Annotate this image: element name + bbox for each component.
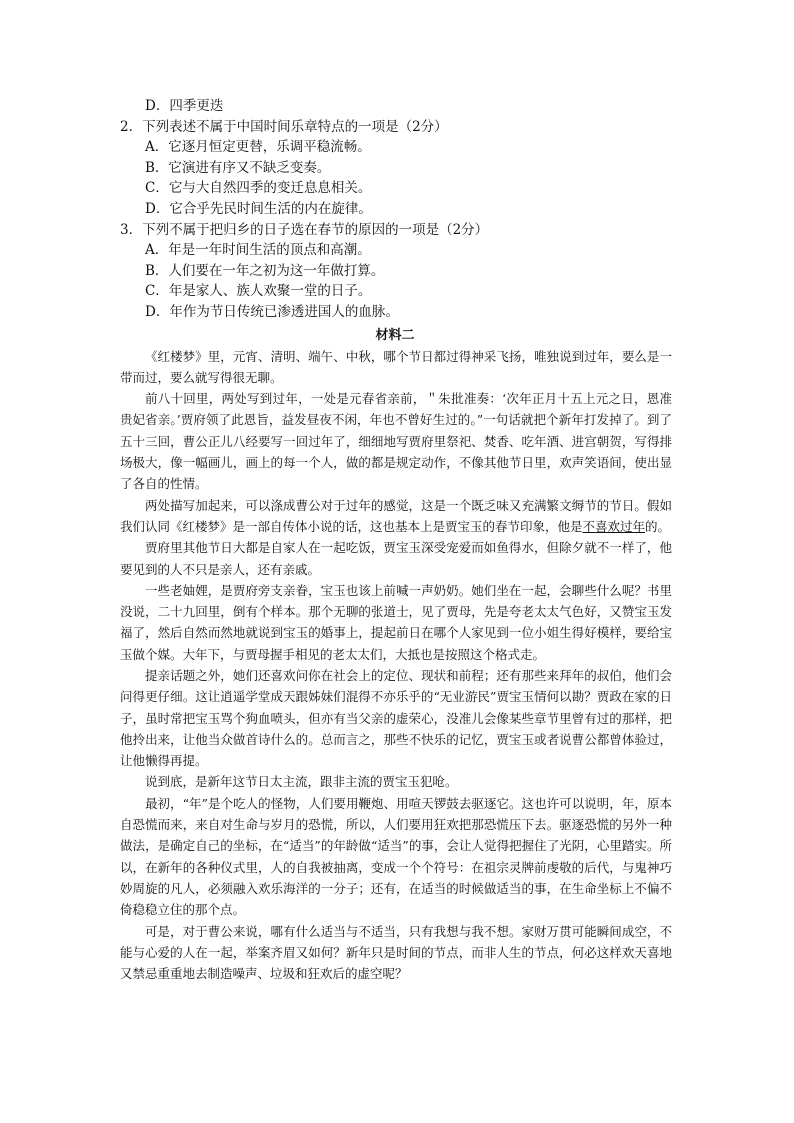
q1-option-d: D．四季更迭: [145, 98, 224, 114]
q2-option-c: C．它与大自然四季的变迁息息相关。: [145, 180, 372, 197]
paragraph-3-text-after: 的。: [645, 518, 671, 534]
q2-option-a: A．它逐月恒定更替，乐调平稳流畅。: [145, 139, 371, 156]
paragraph-5: 一些老妯娌，是贾府旁支亲眷，宝玉也该上前喊一声奶奶。她们坐在一起，会聊些什么呢？书里没说，二十九回里，倒有个样本。那个无聊的张道士，见了贾母，先是夸老太太气色好，又赞宝玉发福了，然后自然而然地就说到宝玉的婚事上，提起前日在哪个人家见到一位小姐生得好模样，要给宝玉做个媒。大年下，与贾母握手相见的老太太们，大抵也是按照这个格式走。: [120, 582, 672, 662]
material-heading: 材料二: [375, 327, 415, 343]
q3-option-a: A．年是一年时间生活的顶点和高潮。: [145, 242, 371, 259]
paragraph-9: 可是，对于曹公来说，哪有什么适当与不适当，只有我想与我不想。家财万贯可能瞬间成空，不能与心爱的人在一起，举案齐眉又如何？新年只是时间的节点，而非人生的节点，何必这样欢天喜地又禁忌重重地去制造噪声、垃圾和狂欢后的虚空呢？: [120, 923, 672, 982]
paragraph-6: 提亲话题之外，她们还喜欢问你在社会上的定位、现状和前程；还有那些来拜年的叔伯，他们会问得更仔细。这让逍遥学堂成天跟姊妹们混得不亦乐乎的“无业游民”贾宝玉情何以勘？贾政在家的日子，虽时常把宝玉骂个狗血喷头，但亦有当父亲的虚荣心，没准儿会像某些章节里曾有过的那样，把他拎出来，让他当众做首诗什么的。总而言之，那些不快乐的记忆，贾宝玉或者说曹公都曾体验过，让他懒得再提。: [120, 667, 672, 769]
paragraph-3-text-before: 两处描写加起来，可以涤成曹公对于过年的感觉，这是一个既乏味又充满繁文缛节的节日。假如我们认同《红楼梦》是一部自传体小说的话，这也基本上是贾宝玉的春节印象，他是: [120, 497, 672, 534]
paragraph-7: 说到底，是新年这节日太主流，跟非主流的贾宝玉犯呛。: [145, 774, 458, 790]
paragraph-1: 《红楼梦》里，元宵、清明、端午、中秋，哪个节日都过得神采飞扬，唯独说到过年，要么是一带而过，要么就写得很无聊。: [120, 348, 672, 385]
q2-option-b: B．它演进有序又不缺乏变奏。: [145, 159, 331, 176]
q3-option-c: C．年是家人、族人欢聚一堂的日子。: [145, 283, 372, 300]
q2-stem: 2．下列表述不属于中国时间乐章特点的一项是（2分）: [120, 118, 448, 135]
paragraph-4: 贾府里其他节日大都是自家人在一起吃饭，贾宝玉深受宠爱而如鱼得水，但除夕就不一样了，他要见到的人不只是亲人，还有亲戚。: [120, 540, 672, 577]
q2-option-d: D．它合乎先民时间生活的内在旋律。: [145, 200, 372, 217]
paragraph-8: 最初，“年”是个吃人的怪物，人们要用鞭炮、用喧天锣鼓去驱逐它。这也许可以说明，年，原本自恐慌而来，来自对生命与岁月的恐慌，所以，人们要用狂欢把那恐慌压下去。驱逐恐慌的另外一种做法，是确定自己的坐标，在“适当”的年龄做“适当”的事，会让人觉得把握住了光阴，心里踏实。所以，在新年的各种仪式里，人的自我被抽离，变成一个个符号：在祖宗灵牌前虔敬的后代，与鬼神巧妙周旋的凡人，必须融入欢乐海洋的一分子；还有，在适当的时候做适当的事，在生命坐标上不偏不倚稳稳立住的那个点。: [120, 795, 672, 918]
paragraph-2: 前八十回里，两处写到过年，一处是元春省亲前，＂朱批准奏：‘次年正月十五上元之日，恩准贵妃省亲。’贾府领了此恩旨，益发昼夜不闲，年也不曾好生过的。”一句话就把个新年打发掉了。到了五十三回，曹公正儿八经要写一回过年了，细细地写贾府里祭祀、焚香、吃年酒、进宫朝贺，写得排场极大，像一幅画儿，画上的每一个人，做的都是规定动作，不像其他节日里，欢声笑语间，使出显了各自的性情。: [120, 391, 672, 492]
q3-stem: 3．下列不属于把归乡的日子选在春节的原因的一项是（2分）: [120, 221, 489, 238]
q3-option-d: D．年作为节日传统已渗透进国人的血脉。: [145, 303, 399, 320]
underlined-phrase: 不喜欢过年: [582, 518, 646, 534]
paragraph-3: [120, 495, 672, 538]
q3-option-b: B．人们要在一年之初为这一年做打算。: [145, 262, 385, 279]
